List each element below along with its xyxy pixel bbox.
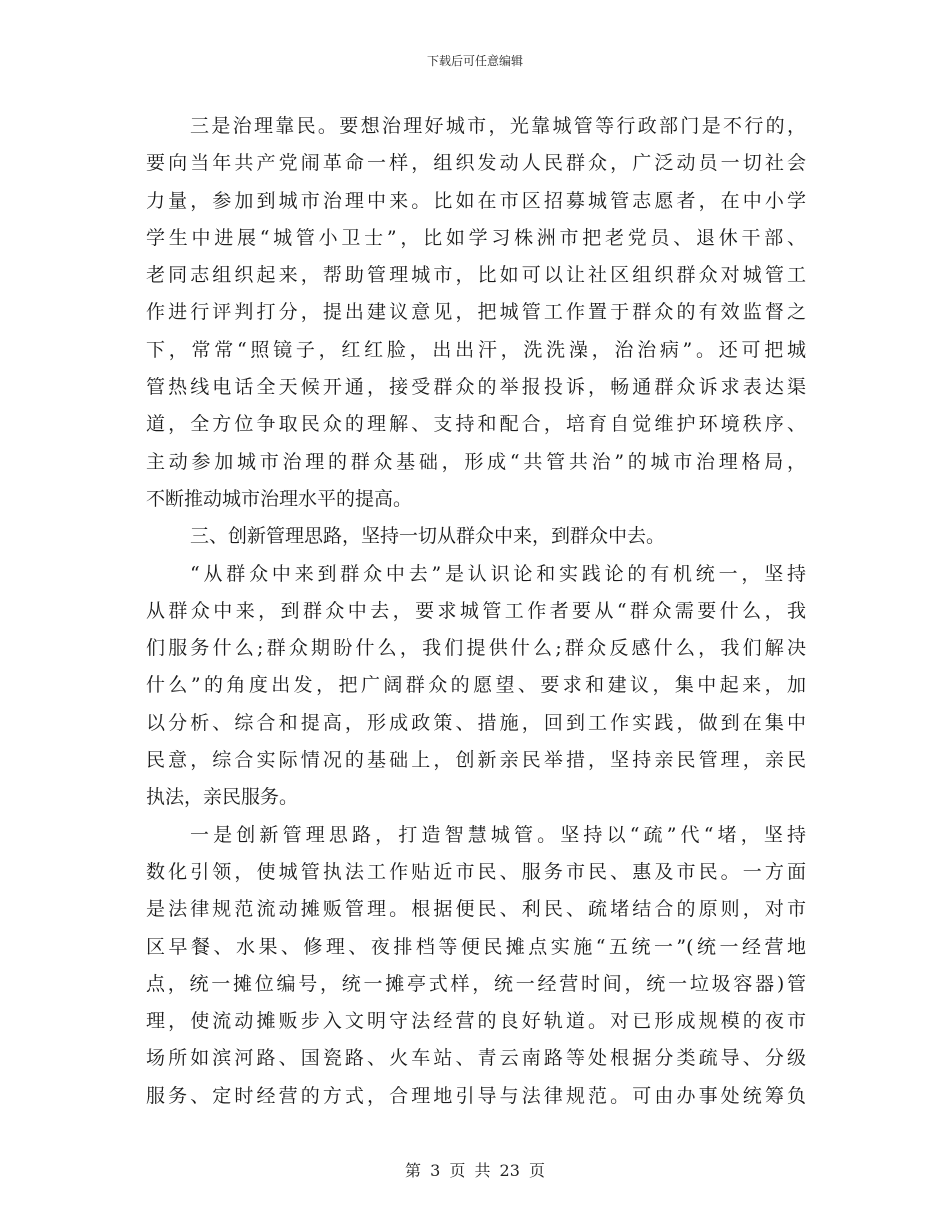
text-line: 民意，综合实际情况的基础上，创新亲民举措，坚持亲民管理，亲民 bbox=[146, 749, 806, 772]
text-line: 区早餐、水果、修理、夜排档等便民摊点实施“五统一”(统一经营地 bbox=[146, 935, 806, 958]
text-line: 下，常常“照镜子，红红脸，出出汗，洗洗澡，治治病”。还可把城 bbox=[146, 338, 806, 361]
text-line: 服务、定时经营的方式，合理地引导与法律规范。可由办事处统筹负 bbox=[146, 1084, 806, 1107]
text-line: 作进行评判打分，提出建议意见，把城管工作置于群众的有效监督之 bbox=[146, 301, 806, 324]
text-line: 数化引领，使城管执法工作贴近市民、服务市民、惠及市民。一方面 bbox=[146, 860, 806, 883]
text-line: 三是治理靠民。要想治理好城市，光靠城管等行政部门是不行的， bbox=[190, 115, 806, 137]
page-number-footer: 第 3 页 共 23 页 bbox=[405, 1161, 545, 1180]
text-line: 以分析、综合和提高，形成政策、措施，回到工作实践，做到在集中 bbox=[146, 711, 806, 734]
document-body bbox=[146, 108, 806, 1115]
text-line: 执法，亲民服务。 bbox=[146, 786, 299, 809]
text-line: 不断推动城市治理水平的提高。 bbox=[146, 487, 413, 510]
text-line: 从群众中来，到群众中去，要求城管工作者要从“群众需要什么，我 bbox=[146, 599, 806, 622]
text-line: 管热线电话全天候开通，接受群众的举报投诉，畅通群众诉求表达渠 bbox=[146, 376, 806, 399]
text-line: 学生中进展“城管小卫士”，比如学习株洲市把老党员、退休干部、 bbox=[146, 226, 806, 249]
page-header-note: 下载后可任意编辑 bbox=[426, 54, 523, 68]
text-line: 主动参加城市治理的群众基础，形成“共管共治”的城市治理格局， bbox=[146, 450, 806, 473]
text-line: 力量，参加到城市治理中来。比如在市区招募城管志愿者，在中小学 bbox=[146, 189, 806, 212]
text-line: 点，统一摊位编号，统一摊亭式样，统一经营时间，统一垃圾容器)管 bbox=[146, 972, 806, 995]
text-line: “从群众中来到群众中去”是认识论和实践论的有机统一，坚持 bbox=[190, 562, 806, 585]
text-line: 道，全方位争取民众的理解、支持和配合，培育自觉维护环境秩序、 bbox=[146, 413, 806, 436]
text-line: 要向当年共产党闹革命一样，组织发动人民群众，广泛动员一切社会 bbox=[146, 152, 806, 175]
text-line: 三、创新管理思路，坚持一切从群众中来，到群众中去。 bbox=[190, 525, 666, 548]
text-line: 场所如滨河路、国瓷路、火车站、青云南路等处根据分类疏导、分级 bbox=[146, 1047, 806, 1070]
text-line: 什么”的角度出发，把广阔群众的愿望、要求和建议，集中起来，加 bbox=[146, 674, 806, 697]
text-line: 们服务什么;群众期盼什么，我们提供什么;群众反感什么，我们解决 bbox=[146, 637, 806, 660]
text-line: 是法律规范流动摊贩管理。根据便民、利民、疏堵结合的原则，对市 bbox=[146, 898, 806, 921]
text-line: 理，使流动摊贩步入文明守法经营的良好轨道。对已形成规模的夜市 bbox=[146, 1010, 806, 1033]
text-line: 老同志组织起来，帮助管理城市，比如可以让社区组织群众对城管工 bbox=[146, 264, 806, 287]
text-line: 一是创新管理思路，打造智慧城管。坚持以“疏”代“堵，坚持 bbox=[190, 823, 806, 846]
